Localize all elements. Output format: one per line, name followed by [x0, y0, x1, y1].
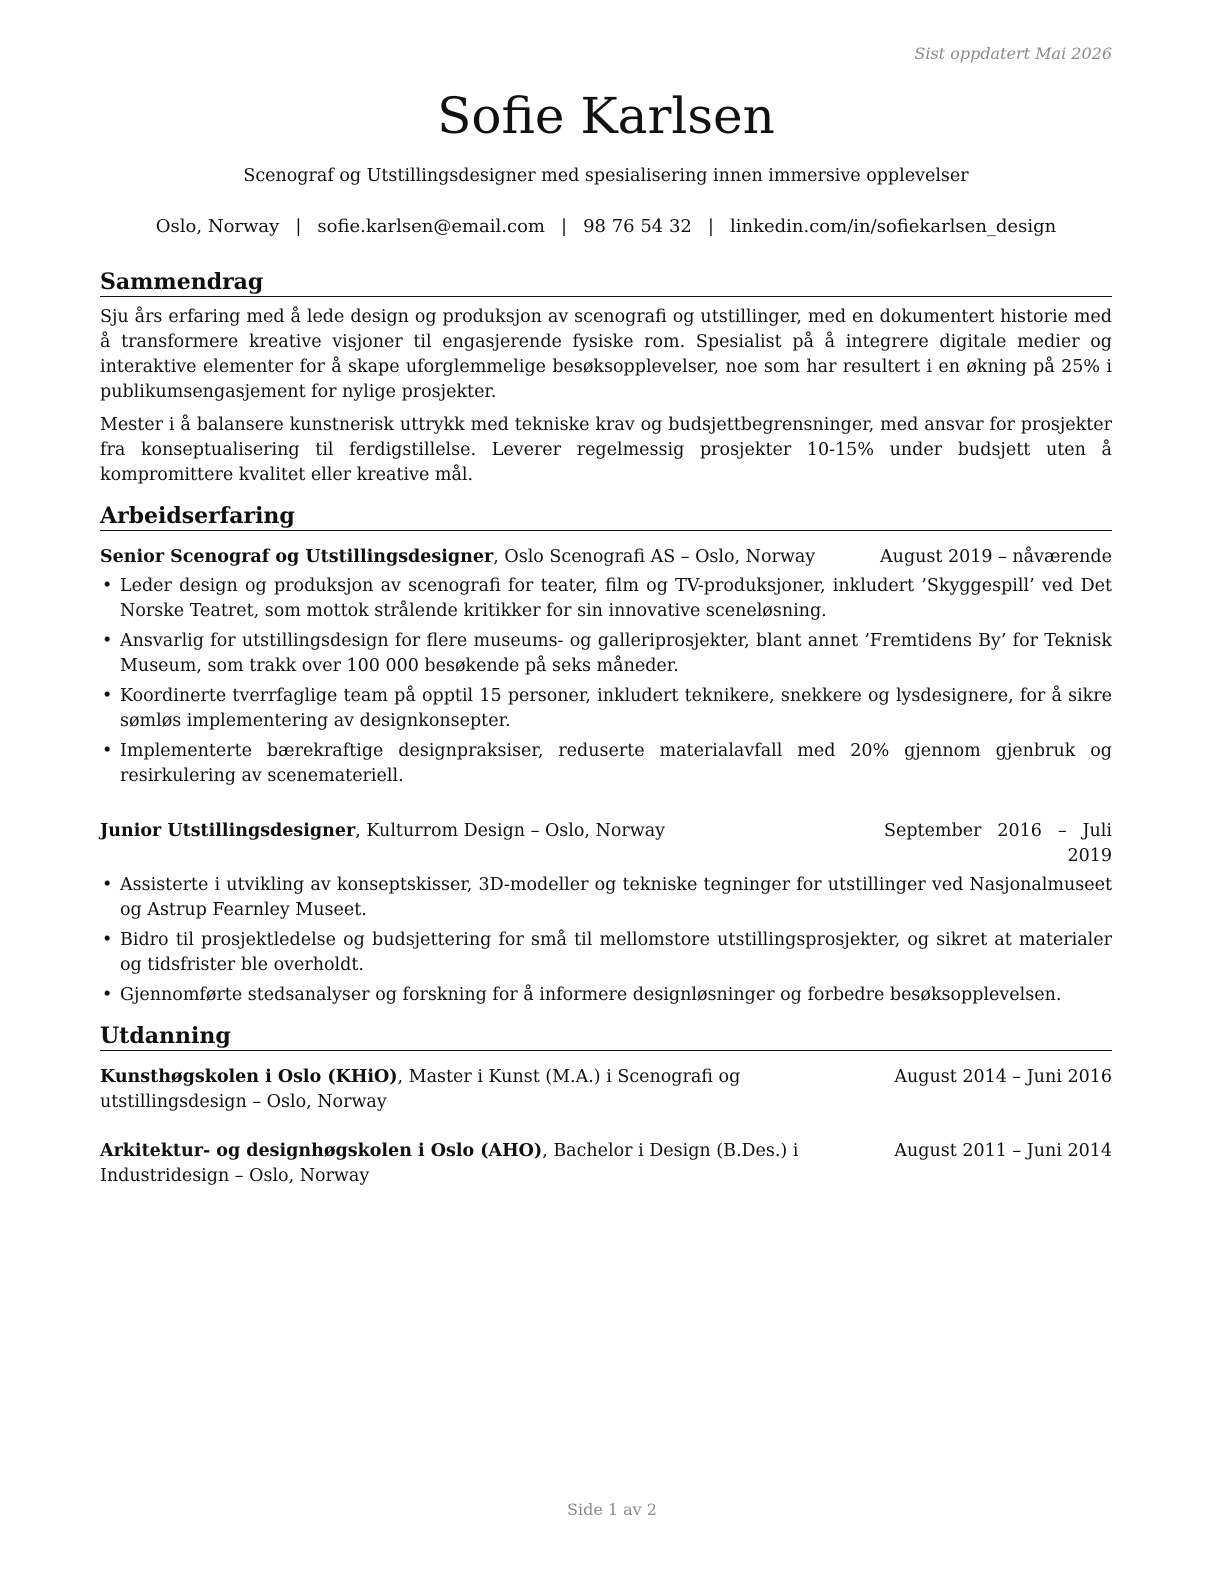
- section-title-work: Arbeidserfaring: [100, 502, 1112, 531]
- education-entry: [100, 1139, 1112, 1189]
- list-item: [100, 629, 1112, 679]
- summary-paragraph: Mester i å balansere kunstnerisk uttrykk med tekniske krav og budsjettbegrensninger, med ansvar for prosjekter fra konseptualisering til ferdigstillelse. Leverer regelmessig prosjekter 10-15% under budsjett uten å kompromittere kvalitet eller kreative mål.: [100, 415, 1112, 485]
- section-title-education: Utdanning: [100, 1022, 1112, 1051]
- list-item: [100, 983, 1112, 1008]
- last-updated-note: Sist oppdatert Mai 2026: [914, 44, 1112, 63]
- list-item: [100, 739, 1112, 789]
- work-entry: [100, 545, 1112, 789]
- education-entry-title: [100, 1139, 874, 1189]
- bullet-text: Gjennomførte stedsanalyser og forskning for å informere designløsninger og forbedre besøksopplevelsen.: [120, 985, 1062, 1005]
- bullet-icon: •: [102, 930, 113, 950]
- bullet-icon: •: [102, 985, 113, 1005]
- bullet-text: Ansvarlig for utstillingsdesign for flere museums- og galleriprosjekter, blant annet ’Fremtidens By’ for Teknisk Museum, som trakk over 100 000 besøkende på seks måneder.: [120, 631, 1112, 676]
- job-bullets: [100, 873, 1112, 1008]
- job-dates: August 2019 – nåværende: [880, 547, 1112, 567]
- job-organization: , Kulturrom Design – Oslo, Norway: [355, 821, 666, 841]
- education-entry: [100, 1065, 1112, 1115]
- job-bullets: [100, 574, 1112, 789]
- degree-detail: , Bachelor i Design (B.Des.) i Industridesign – Oslo, Norway: [100, 1141, 799, 1186]
- candidate-name: Sofie Karlsen: [437, 87, 775, 145]
- bullet-icon: •: [102, 686, 113, 706]
- summary-section: [100, 268, 1112, 488]
- section-title-summary: Sammendrag: [100, 268, 1112, 297]
- list-item: [100, 873, 1112, 923]
- list-item: [100, 928, 1112, 978]
- school-name: Arkitektur- og designhøgskolen i Oslo (AHO): [100, 1141, 543, 1161]
- contact-phone: 98 76 54 32: [583, 216, 692, 237]
- bullet-text: Assisterte i utvikling av konseptskisser, 3D-modeller og tekniske tegninger for utstillinger ved Nasjonalmuseet og Astrup Fearnley Museet.: [120, 875, 1112, 920]
- degree-detail: , Master i Kunst (M.A.) i Scenografi og utstillingsdesign – Oslo, Norway: [100, 1067, 741, 1112]
- job-role: Junior Utstillingsdesigner: [100, 821, 356, 841]
- work-entry-title: [100, 545, 860, 570]
- bullet-text: Koordinerte tverrfaglige team på opptil 15 personer, inkludert teknikere, snekkere og lysdesignere, for å sikre sømløs implementering av designkonsepter.: [120, 686, 1112, 731]
- candidate-headline: Scenograf og Utstillingsdesigner med spesialisering innen immersive opplevelser: [243, 166, 969, 186]
- education-section: [100, 1022, 1112, 1189]
- work-entry-title: [100, 819, 864, 844]
- work-section: [100, 502, 1112, 1008]
- list-item: [100, 684, 1112, 734]
- page-number: Side 1 av 2: [567, 1500, 657, 1519]
- contact-linkedin[interactable]: linkedin.com/in/sofiekarlsen_design: [729, 216, 1057, 237]
- contact-separator: |: [295, 216, 302, 237]
- education-dates: August 2011 – Juni 2014: [894, 1141, 1112, 1161]
- bullet-icon: •: [102, 875, 113, 895]
- job-role: Senior Scenograf og Utstillingsdesigner: [100, 547, 494, 567]
- bullet-icon: •: [102, 576, 113, 596]
- bullet-text: Implementerte bærekraftige designpraksiser, reduserte materialavfall med 20% gjennom gjenbruk og resirkulering av scenemateriell.: [120, 741, 1112, 786]
- bullet-text: Bidro til prosjektledelse og budsjettering for små til mellomstore utstillingsprosjekter, og sikret at materialer og tidsfrister ble overholdt.: [120, 930, 1112, 975]
- summary-paragraph: Sju års erfaring med å lede design og produksjon av scenografi og utstillinger, med en dokumentert historie med å transformere kreative visjoner til engasjerende fysiske rom. Spesialist på å integrere digitale medier og interaktive elementer for å skape uforglemmelige besøksopplevelser, noe som har resultert i en økning på 25% i publikumsengasjement for nylige prosjekter.: [100, 307, 1112, 402]
- bullet-icon: •: [102, 741, 113, 761]
- bullet-text: Leder design og produksjon av scenografi for teater, film og TV-produksjoner, inkludert ’Skyggespill’ ved Det Norske Teatret, som mottok strålende kritikker for sin innovative sceneløsning.: [120, 576, 1112, 621]
- work-entry-header: [100, 819, 1112, 869]
- education-dates: August 2014 – Juni 2016: [894, 1067, 1112, 1087]
- work-entry-header: [100, 545, 1112, 570]
- contact-email[interactable]: sofie.karlsen@email.com: [317, 216, 546, 237]
- resume-content: [100, 84, 1112, 1189]
- work-entry: [100, 819, 1112, 1008]
- job-organization: , Oslo Scenografi AS – Oslo, Norway: [493, 547, 816, 567]
- education-entry-title: [100, 1065, 874, 1115]
- bullet-icon: •: [102, 631, 113, 651]
- job-dates: September 2016 – Juli 2019: [884, 821, 1112, 866]
- list-item: [100, 574, 1112, 624]
- contact-location: Oslo, Norway: [155, 216, 280, 237]
- contact-line: [100, 214, 1112, 240]
- contact-separator: |: [561, 216, 568, 237]
- contact-separator: |: [707, 216, 714, 237]
- school-name: Kunsthøgskolen i Oslo (KHiO): [100, 1067, 398, 1087]
